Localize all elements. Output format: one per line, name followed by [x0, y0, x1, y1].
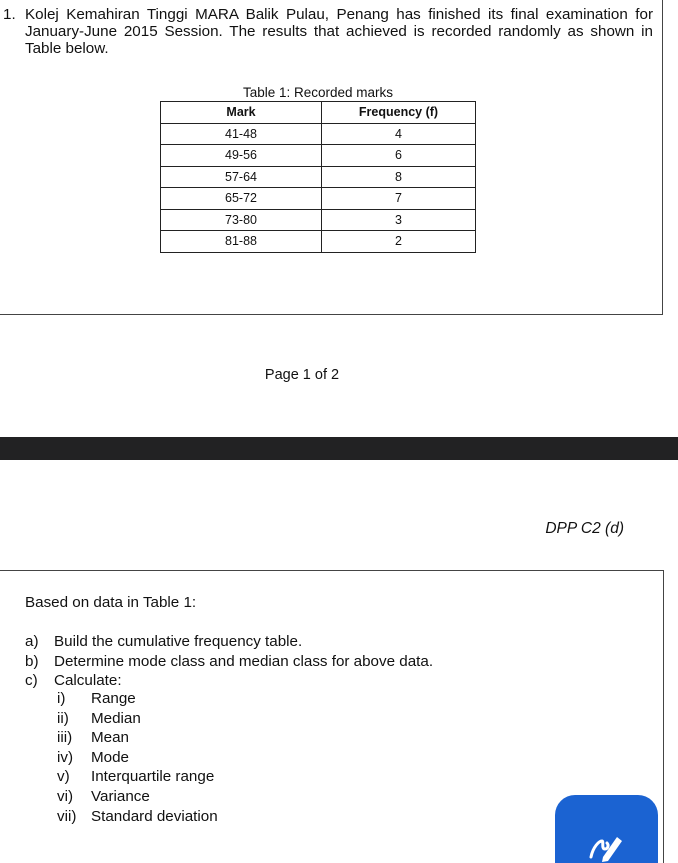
list-item [57, 709, 218, 729]
subtask-text: Standard deviation [91, 807, 218, 825]
table-caption: Table 1: Recorded marks [242, 85, 394, 100]
table-row [161, 166, 476, 188]
subtask-label: vii) [57, 807, 77, 825]
subtask-label: vi) [57, 787, 74, 805]
subtask-text: Interquartile range [91, 768, 215, 786]
subtask-text: Mode [91, 748, 129, 766]
cell-mark: 49-56 [161, 145, 322, 167]
cell-mark: 57-64 [161, 166, 322, 188]
header-mark: Mark [161, 102, 322, 124]
list-item [57, 807, 218, 827]
subtask-label: v) [57, 768, 70, 786]
subtask-label: iv) [57, 748, 74, 766]
cell-mark: 41-48 [161, 123, 322, 145]
question-intro: Based on data in Table 1: [25, 594, 197, 611]
task-list [25, 632, 433, 691]
recorded-marks-table [160, 101, 476, 253]
subtask-label: iii) [57, 729, 73, 747]
page-number: Page 1 of 2 [264, 367, 340, 383]
table-row [161, 188, 476, 210]
list-item [57, 767, 218, 787]
subtask-text: Median [91, 709, 141, 727]
header-frequency: Frequency (f) [322, 102, 476, 124]
edit-fab-button[interactable] [555, 795, 658, 863]
task-text: Determine mode class and median class for above data. [54, 652, 434, 670]
table-row [161, 209, 476, 231]
list-item [57, 748, 218, 768]
subtask-label: i) [57, 690, 66, 707]
cell-frequency: 3 [322, 209, 476, 231]
task-label: c) [25, 672, 38, 690]
table-row [161, 231, 476, 253]
cell-mark: 65-72 [161, 188, 322, 210]
page-header-code: DPP C2 (d) [545, 520, 624, 537]
question-number: 1. [3, 6, 16, 23]
question-1 [3, 6, 653, 57]
table-row [161, 145, 476, 167]
task-text: Calculate: [54, 672, 122, 690]
subtask-list [57, 689, 218, 826]
subtask-label: ii) [57, 709, 69, 727]
task-text: Build the cumulative frequency table. [54, 633, 303, 650]
subtask-text: Variance [91, 787, 150, 805]
question-text: Kolej Kemahiran Tinggi MARA Balik Pulau, Penang has finished its final examination for January-June 2015 Session. The results that achieved is recorded randomly as shown in Table below. [25, 6, 653, 57]
cell-frequency: 7 [322, 188, 476, 210]
table-header-row [161, 102, 476, 124]
edit-pencil-icon [585, 827, 625, 863]
cell-frequency: 2 [322, 231, 476, 253]
cell-frequency: 4 [322, 123, 476, 145]
list-item [57, 728, 218, 748]
page-separator [0, 437, 678, 460]
cell-frequency: 8 [322, 166, 476, 188]
table-row [161, 123, 476, 145]
task-label: a) [25, 633, 39, 650]
list-item [57, 689, 218, 709]
list-item [25, 652, 433, 672]
cell-mark: 73-80 [161, 209, 322, 231]
subtask-text: Mean [91, 729, 129, 747]
cell-frequency: 6 [322, 145, 476, 167]
cell-mark: 81-88 [161, 231, 322, 253]
task-label: b) [25, 652, 39, 670]
list-item [25, 632, 433, 652]
subtask-text: Range [91, 690, 136, 707]
list-item [57, 787, 218, 807]
